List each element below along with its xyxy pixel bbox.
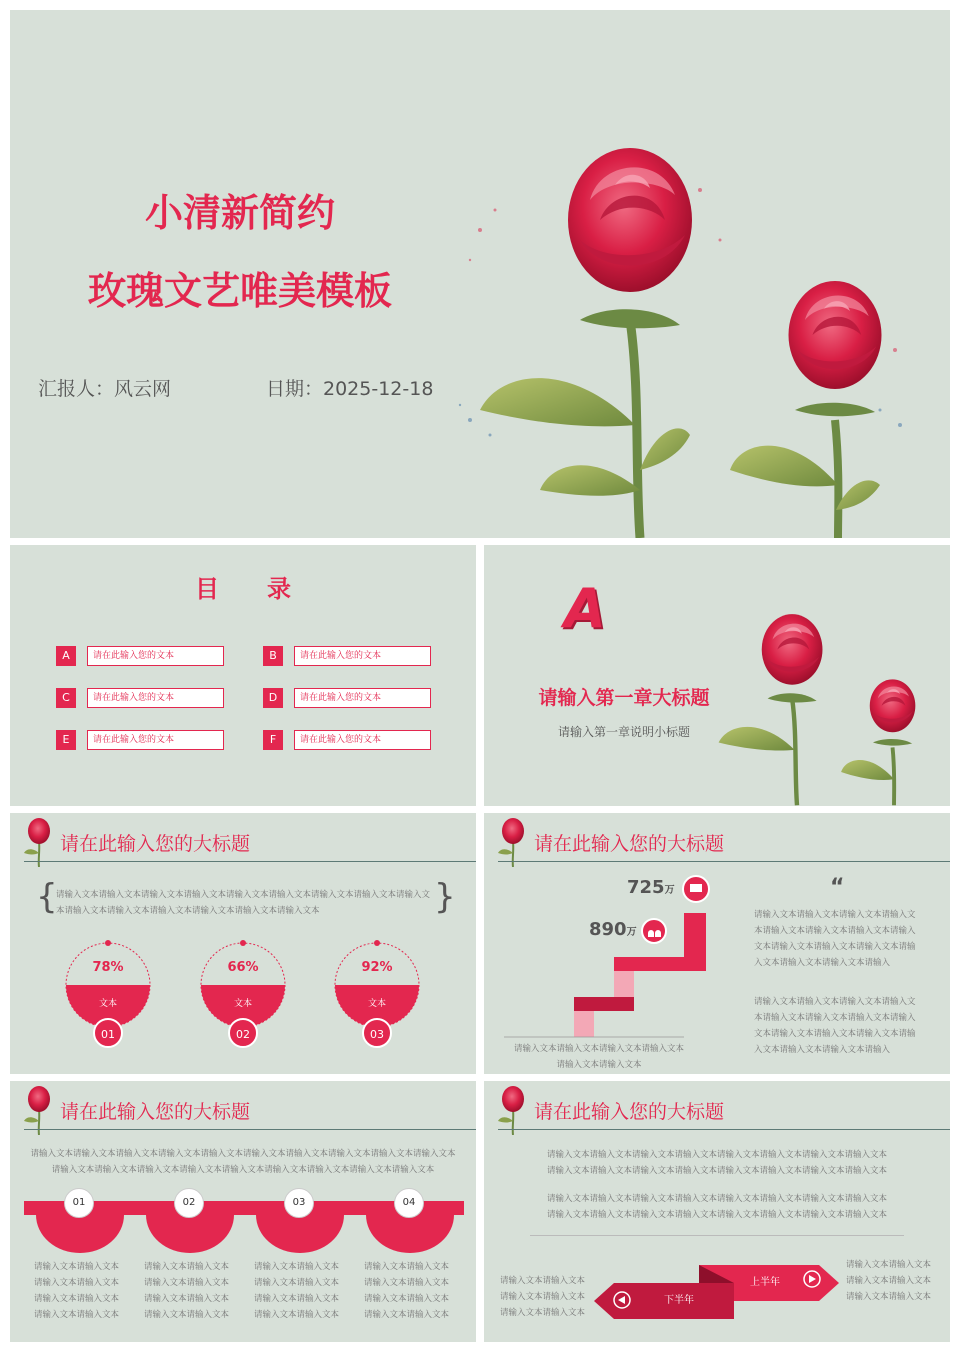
chapter-slide	[484, 545, 950, 806]
slide-heading: 请在此输入您的大标题	[60, 1101, 251, 1123]
slide-heading: 请在此输入您的大标题	[60, 833, 251, 855]
divider-line	[530, 1235, 904, 1236]
stat-1-unit: 万	[664, 885, 675, 896]
toc-item-f[interactable]: 请在此输入您的文本	[294, 730, 431, 750]
stat-2-value: 890	[589, 919, 627, 940]
step-1-number: 01	[64, 1188, 94, 1218]
toc-letter-a: A	[56, 646, 76, 666]
toc-item-c[interactable]: 请在此输入您的文本	[87, 688, 224, 708]
gauge-slide	[10, 813, 476, 1074]
brace-right: }	[434, 877, 456, 917]
toc-letter-c: C	[56, 688, 76, 708]
toc-letter-d: D	[263, 688, 283, 708]
toc-item-a[interactable]: 请在此输入您的文本	[87, 646, 224, 666]
step-4-number: 04	[394, 1188, 424, 1218]
toc-item-e[interactable]: 请在此输入您的文本	[87, 730, 224, 750]
gauge-2	[201, 940, 285, 1027]
toc-letter-f: F	[263, 730, 283, 750]
gauge-2-percent: 66%	[227, 960, 259, 975]
slide-heading: 请在此输入您的大标题	[534, 1101, 725, 1123]
rose-illustration	[699, 585, 944, 806]
toc-item-b[interactable]: 请在此输入您的文本	[294, 646, 431, 666]
brace-left: {	[36, 877, 58, 917]
gauge-2-number: 02	[228, 1018, 258, 1048]
cover-reporter: 汇报人：风云网	[38, 378, 172, 400]
stat-2-unit: 万	[626, 927, 637, 938]
intro-line-2: 请输入文本请输入文本请输入文本请输入文本请输入文本请输入文本请输入文本请输入文本请输入文本	[51, 1165, 435, 1175]
paragraph-2: 请输入文本请输入文本请输入文本请输入文本请输入文本请输入文本请输入文本请输入文本 请输入文本请输入文本请输入文本请输入文本请输入文本请输入文本请输入文本请输入文本	[546, 1194, 887, 1220]
gauge-3-percent: 92%	[361, 960, 393, 975]
toc-letter-b: B	[263, 646, 283, 666]
stats-slide	[484, 813, 950, 1074]
paragraph-2: 请输入文本请输入文本请输入文本请输入文 本请输入文本请输入文本请输入文本请输入 文本请输入文本请输入文本请输入文本请输 入文本请输入文本请输入文本请输入	[754, 997, 916, 1055]
gauge-1-number: 01	[93, 1018, 123, 1048]
rose-icon	[496, 817, 530, 867]
intro-paragraph: 请输入文本请输入文本请输入文本请输入文本请输入文本请输入文本请输入文本请输入文本请输入文本请输入文本请输入文本请输入文本请输入文本请输入文本请输入文本	[56, 890, 431, 916]
paragraph-1: 请输入文本请输入文本请输入文本请输入文 本请输入文本请输入文本请输入文本请输入 文本请输入文本请输入文本请输入文本请输 入文本请输入文本请输入文本请输入	[754, 910, 916, 968]
chapter-title: 请输入第一章大标题	[538, 687, 710, 709]
quote-mark: “	[830, 875, 845, 900]
gauge-1-label: 文本	[98, 999, 117, 1009]
divider	[24, 1129, 476, 1130]
divider	[24, 861, 476, 862]
divider	[498, 1129, 950, 1130]
chapter-subtitle: 请输入第一章说明小标题	[557, 725, 690, 739]
gauge-3-number: 03	[362, 1018, 392, 1048]
gauge-3	[335, 940, 419, 1027]
gauge-1	[66, 940, 150, 1027]
cover-title-line1: 小清新简约	[144, 191, 335, 235]
gauge-2-label: 文本	[233, 999, 252, 1009]
steps-slide	[10, 1081, 476, 1342]
halfyear-slide	[484, 1081, 950, 1342]
step-3-text: 请输入文本请输入文本 请输入文本请输入文本 请输入文本请输入文本 请输入文本请输入文本	[254, 1262, 340, 1320]
rose-illustration	[440, 90, 940, 538]
toc-title: 目 录	[195, 575, 291, 603]
step-2-number: 02	[174, 1188, 204, 1218]
arrow-graphic	[594, 1255, 844, 1335]
step-3-number: 03	[284, 1188, 314, 1218]
rose-icon	[496, 1085, 530, 1135]
toc-slide	[10, 545, 476, 806]
left-text: 请输入文本请输入文本 请输入文本请输入文本 请输入文本请输入文本	[500, 1276, 586, 1318]
cover-slide	[10, 10, 950, 538]
toc-item-d[interactable]: 请在此输入您的文本	[294, 688, 431, 708]
ribbon-caption-1: 请输入文本请输入文本请输入文本请输入文本	[513, 1044, 684, 1054]
gauge-1-percent: 78%	[92, 960, 124, 975]
step-1-text: 请输入文本请输入文本 请输入文本请输入文本 请输入文本请输入文本 请输入文本请输入文本	[34, 1262, 120, 1320]
stat-1	[627, 877, 675, 898]
step-2-text: 请输入文本请输入文本 请输入文本请输入文本 请输入文本请输入文本 请输入文本请输入文本	[144, 1262, 230, 1320]
toc-letter-e: E	[56, 730, 76, 750]
rose-icon	[22, 817, 56, 867]
right-text: 请输入文本请输入文本 请输入文本请输入文本 请输入文本请输入文本	[846, 1260, 932, 1302]
ribbon-caption-2: 请输入文本请输入文本	[556, 1060, 642, 1070]
label-second-half: 下半年	[664, 1295, 694, 1306]
gauge-3-label: 文本	[367, 999, 386, 1009]
slide-heading: 请在此输入您的大标题	[534, 833, 725, 855]
chapter-letter: A	[564, 577, 606, 640]
stat-1-value: 725	[627, 877, 665, 898]
divider	[498, 861, 950, 862]
cover-title-line2: 玫瑰文艺唯美模板	[87, 269, 392, 313]
intro-line-1: 请输入文本请输入文本请输入文本请输入文本请输入文本请输入文本请输入文本请输入文本请输入文本请输入文本	[30, 1149, 456, 1159]
label-first-half: 上半年	[750, 1277, 780, 1288]
stat-2	[589, 919, 637, 940]
paragraph-1: 请输入文本请输入文本请输入文本请输入文本请输入文本请输入文本请输入文本请输入文本 请输入文本请输入文本请输入文本请输入文本请输入文本请输入文本请输入文本请输入文本	[546, 1150, 887, 1176]
step-4-text: 请输入文本请输入文本 请输入文本请输入文本 请输入文本请输入文本 请输入文本请输入文本	[364, 1262, 450, 1320]
cover-date: 日期：2025-12-18	[266, 378, 434, 400]
rose-icon	[22, 1085, 56, 1135]
